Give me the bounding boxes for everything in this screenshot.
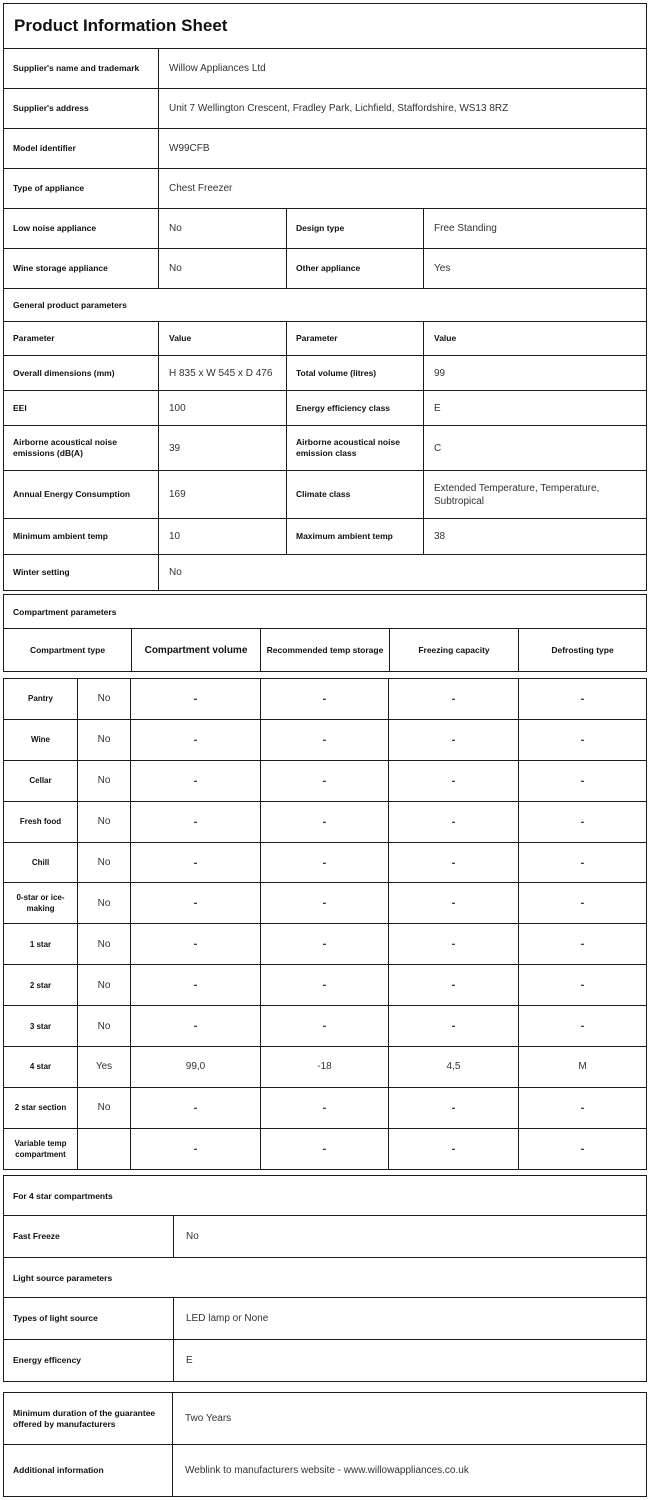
fast-freeze-label: Fast Freeze — [4, 1216, 174, 1258]
compartment-row — [4, 1006, 647, 1047]
light-source-section-title: Light source parameters — [4, 1258, 647, 1298]
compartment-volume: 99,0 — [131, 1047, 261, 1088]
compartment-header-defrost: Defrosting type — [519, 629, 647, 672]
compartment-volume: - — [131, 719, 261, 760]
compartment-row — [4, 760, 647, 801]
compartment-name: 2 star — [4, 965, 78, 1006]
design-type-value: Free Standing — [424, 209, 647, 249]
compartment-row — [4, 1047, 647, 1088]
guarantee-value: Two Years — [173, 1393, 647, 1445]
compartment-name: 4 star — [4, 1047, 78, 1088]
compartment-freezing: - — [389, 719, 519, 760]
general-param-value: E — [424, 391, 647, 426]
compartment-volume: - — [131, 801, 261, 842]
compartment-freezing: - — [389, 842, 519, 883]
compartment-defrost: - — [519, 719, 647, 760]
general-param-label: Annual Energy Consumption — [4, 471, 159, 519]
other-appliance-label: Other appliance — [287, 249, 424, 289]
compartment-rows-table — [3, 678, 647, 1170]
compartment-row — [4, 801, 647, 842]
compartment-name: 1 star — [4, 924, 78, 965]
compartment-volume: - — [131, 924, 261, 965]
guarantee-table — [3, 1392, 647, 1497]
general-param-value: 38 — [424, 519, 647, 555]
additional-info-label: Additional information — [4, 1445, 173, 1497]
additional-info-value: Weblink to manufacturers website - www.willowappliances.co.uk — [173, 1445, 647, 1497]
compartment-section-title: Compartment parameters — [4, 595, 647, 629]
compartment-volume: - — [131, 760, 261, 801]
compartment-volume: - — [131, 1087, 261, 1128]
general-param-label: Airborne acoustical noise emissions (dB(A) — [4, 426, 159, 471]
compartment-freezing: - — [389, 1006, 519, 1047]
general-header-value: Value — [159, 322, 287, 356]
general-param-value: 39 — [159, 426, 287, 471]
compartment-defrost: - — [519, 842, 647, 883]
four-star-section-title: For 4 star compartments — [4, 1176, 647, 1216]
general-param-label: Minimum ambient temp — [4, 519, 159, 555]
compartment-temp: - — [261, 965, 389, 1006]
general-param-label: Maximum ambient temp — [287, 519, 424, 555]
compartment-present: No — [78, 924, 131, 965]
compartment-defrost: - — [519, 1128, 647, 1169]
light-efficiency-value: E — [174, 1340, 647, 1382]
general-param-label: Overall dimensions (mm) — [4, 356, 159, 391]
compartment-temp: - — [261, 842, 389, 883]
compartment-present: No — [78, 842, 131, 883]
general-header-parameter: Parameter — [4, 322, 159, 356]
general-param-label: EEI — [4, 391, 159, 426]
light-types-label: Types of light source — [4, 1298, 174, 1340]
fast-freeze-value: No — [174, 1216, 647, 1258]
compartment-header-volume: Compartment volume — [132, 629, 261, 672]
compartment-freezing: - — [389, 1128, 519, 1169]
main-info-table — [3, 3, 647, 591]
compartment-header-temp: Recommended temp storage — [261, 629, 390, 672]
compartment-defrost: - — [519, 801, 647, 842]
general-param-value: H 835 x W 545 x D 476 — [159, 356, 287, 391]
compartment-name: 2 star section — [4, 1087, 78, 1128]
compartment-name: Chill — [4, 842, 78, 883]
compartment-name: Variable temp compartment — [4, 1128, 78, 1169]
compartment-row — [4, 842, 647, 883]
compartment-temp: - — [261, 760, 389, 801]
general-header-parameter: Parameter — [287, 322, 424, 356]
supplier-address-value: Unit 7 Wellington Crescent, Fradley Park, Lichfield, Staffordshire, WS13 8RZ — [159, 89, 647, 129]
compartment-defrost: - — [519, 965, 647, 1006]
compartment-defrost: - — [519, 1087, 647, 1128]
low-noise-label: Low noise appliance — [4, 209, 159, 249]
compartment-row — [4, 1087, 647, 1128]
general-param-value: 169 — [159, 471, 287, 519]
supplier-name-label: Supplier's name and trademark — [4, 49, 159, 89]
compartment-freezing: - — [389, 924, 519, 965]
compartment-freezing: - — [389, 883, 519, 924]
appliance-type-value: Chest Freezer — [159, 169, 647, 209]
low-noise-value: No — [159, 209, 287, 249]
compartment-present: No — [78, 1006, 131, 1047]
compartment-temp: - — [261, 924, 389, 965]
compartment-present — [78, 1128, 131, 1169]
compartment-row — [4, 965, 647, 1006]
compartment-present: No — [78, 883, 131, 924]
general-param-label: Energy efficiency class — [287, 391, 424, 426]
compartment-row — [4, 883, 647, 924]
compartment-freezing: - — [389, 679, 519, 720]
compartment-temp: - — [261, 801, 389, 842]
compartment-temp: - — [261, 679, 389, 720]
light-efficiency-label: Energy efficency — [4, 1340, 174, 1382]
compartment-volume: - — [131, 883, 261, 924]
compartment-present: No — [78, 965, 131, 1006]
compartment-volume: - — [131, 1128, 261, 1169]
general-param-value: 10 — [159, 519, 287, 555]
supplier-name-value: Willow Appliances Ltd — [159, 49, 647, 89]
supplier-address-label: Supplier's address — [4, 89, 159, 129]
other-appliance-value: Yes — [424, 249, 647, 289]
guarantee-label: Minimum duration of the guarantee offered by manufacturers — [4, 1393, 173, 1445]
general-param-value: C — [424, 426, 647, 471]
compartment-header-table — [3, 594, 647, 672]
compartment-name: Pantry — [4, 679, 78, 720]
compartment-defrost: M — [519, 1047, 647, 1088]
compartment-row — [4, 1128, 647, 1169]
model-identifier-value: W99CFB — [159, 129, 647, 169]
general-param-label: Airborne acoustical noise emission class — [287, 426, 424, 471]
general-section-title: General product parameters — [4, 289, 647, 322]
compartment-name: Fresh food — [4, 801, 78, 842]
winter-setting-value: No — [159, 555, 647, 591]
compartment-temp: - — [261, 883, 389, 924]
compartment-name: Cellar — [4, 760, 78, 801]
model-identifier-label: Model identifier — [4, 129, 159, 169]
compartment-temp: - — [261, 719, 389, 760]
compartment-temp: - — [261, 1087, 389, 1128]
compartment-present: No — [78, 719, 131, 760]
general-param-value: Extended Temperature, Temperature, Subtropical — [424, 471, 647, 519]
compartment-volume: - — [131, 1006, 261, 1047]
appliance-type-label: Type of appliance — [4, 169, 159, 209]
compartment-volume: - — [131, 965, 261, 1006]
compartment-freezing: - — [389, 760, 519, 801]
winter-setting-label: Winter setting — [4, 555, 159, 591]
compartment-present: No — [78, 679, 131, 720]
page-title: Product Information Sheet — [4, 4, 647, 49]
compartment-freezing: - — [389, 965, 519, 1006]
compartment-temp: -18 — [261, 1047, 389, 1088]
general-header-value: Value — [424, 322, 647, 356]
general-param-value: 100 — [159, 391, 287, 426]
compartment-defrost: - — [519, 679, 647, 720]
compartment-name: 3 star — [4, 1006, 78, 1047]
general-param-label: Total volume (litres) — [287, 356, 424, 391]
compartment-freezing: 4,5 — [389, 1047, 519, 1088]
compartment-present: No — [78, 760, 131, 801]
wine-storage-label: Wine storage appliance — [4, 249, 159, 289]
compartment-present: No — [78, 1087, 131, 1128]
compartment-temp: - — [261, 1006, 389, 1047]
compartment-row — [4, 719, 647, 760]
compartment-freezing: - — [389, 801, 519, 842]
design-type-label: Design type — [287, 209, 424, 249]
light-types-value: LED lamp or None — [174, 1298, 647, 1340]
compartment-row — [4, 924, 647, 965]
compartment-defrost: - — [519, 924, 647, 965]
general-param-label: Climate class — [287, 471, 424, 519]
compartment-freezing: - — [389, 1087, 519, 1128]
wine-storage-value: No — [159, 249, 287, 289]
compartment-volume: - — [131, 679, 261, 720]
compartment-row — [4, 679, 647, 720]
compartment-present: No — [78, 801, 131, 842]
compartment-present: Yes — [78, 1047, 131, 1088]
compartment-name: Wine — [4, 719, 78, 760]
compartment-defrost: - — [519, 1006, 647, 1047]
compartment-volume: - — [131, 842, 261, 883]
compartment-defrost: - — [519, 760, 647, 801]
compartment-temp: - — [261, 1128, 389, 1169]
compartment-name: 0-star or ice-making — [4, 883, 78, 924]
four-star-light-table — [3, 1175, 647, 1382]
compartment-defrost: - — [519, 883, 647, 924]
compartment-header-freezing: Freezing capacity — [390, 629, 519, 672]
compartment-header-type: Compartment type — [4, 629, 132, 672]
general-param-value: 99 — [424, 356, 647, 391]
